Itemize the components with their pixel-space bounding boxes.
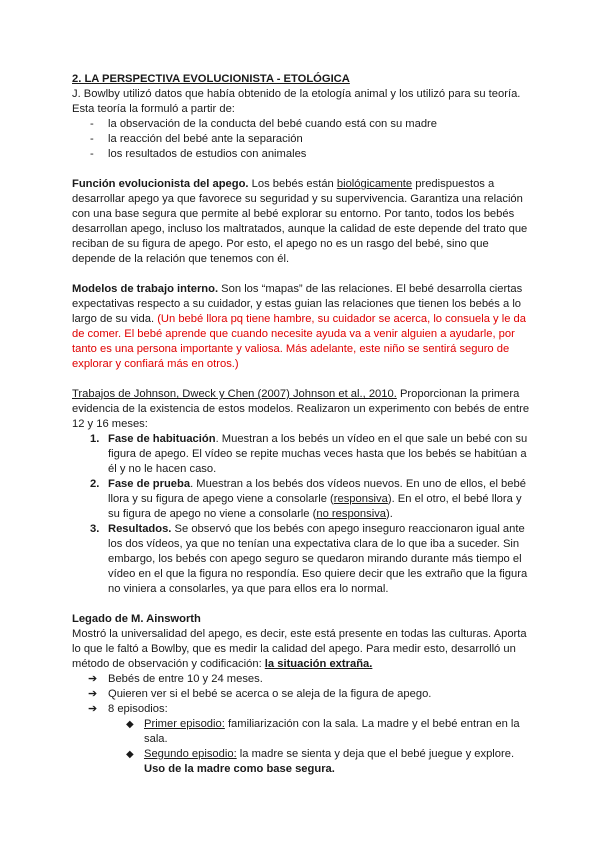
list-item: 3. Resultados. Se observó que los bebés con apego inseguro reaccionaron igual ante los dos vídeos, ya que no tenían una expectativa clara de lo que iba a suceder. Sin embargo, los bebés con apego seguro se quedaron mirando durante más tiempo el vídeo en el que la figura no respondía. Eso quiere decir que les extraño que la figura no viniera a consolarles, ya que para ellos era lo normal. [90, 523, 528, 595]
episodes-list [72, 717, 530, 777]
modelos-paragraph: Modelos de trabajo interno. Son los “mapas” de las relaciones. El bebé desarrolla ciertas expectativas respecto a su cuidador, y estas guian las relaciones que tienen los bebés a lo largo de su vida. (Un bebé llora pq tiene hambre, su cuidador se acerca, lo consuela y le da de comer. El bebé aprende que cuando necesite ayuda va a venir alguien a ayudarle, por tanto es una persona importante y valiosa. Más adelante, este niño se sentirá seguro de explorar y confiará más en otros.) [72, 283, 526, 370]
list-item: 2. Fase de prueba. Muestran a los bebés dos vídeos nuevos. En uno de ellos, el bebé llora y su figura de apego viene a consolarle (responsiva). En el otro, el bebé llora y su figura de apego no viene a consolarle (no responsiva). [90, 478, 526, 520]
diamond-icon: ◆ [126, 749, 134, 760]
legado-title: Legado de M. Ainsworth [72, 613, 201, 625]
list-item: ➔ 8 episodios: [88, 703, 168, 715]
underlined-term: biológicamente [336, 178, 413, 190]
document-page [72, 72, 530, 777]
trabajos-paragraph: Trabajos de Johnson, Dweck y Chen (2007) Johnson et al., 2010. Proporcionan la primera evidencia de la existencia de estos modelos. Realizaron un experimento con bebés de entre 12 y 16 meses: [72, 388, 530, 430]
section-heading: 2. LA PERSPECTIVA EVOLUCIONISTA - ETOLÓGICA [72, 73, 350, 85]
legado-paragraph: Mostró la universalidad del apego, es decir, este está presente en todas las culturas. Aporta lo que le faltó a Bowlby, que es medir la calidad del apego. Para medir esto, desarrolló un método de observación y codificación: la situación extraña. [72, 628, 527, 670]
list-item: 1. Fase de habituación. Muestran a los bebés un vídeo en el que sale un bebé con su figura de apego. El vídeo se repite muchas veces hasta que los bebés se habitúan a él y no le hacen caso. [90, 433, 528, 475]
example-note: (Un bebé llora pq tiene hambre, su cuidador se acerca, lo consuela y le da de comer. El bebé aprende que cuando necesite ayuda va a venir alguien a ayudarle, por tanto es una persona importante y valiosa. Más adelante, este niño se sentirá seguro de explorar y confiará más en otros.) [72, 313, 526, 370]
modelos-title: Modelos de trabajo interno. [72, 283, 219, 295]
arrow-icon: ➔ [88, 688, 98, 700]
legado-list [72, 672, 530, 717]
method-name: la situación extraña. [264, 658, 373, 670]
list-item: ◆ Primer episodio: familiarización con la sala. La madre y el bebé entran en la sala. [126, 718, 520, 745]
reference: Trabajos de Johnson, Dweck y Chen (2007) Johnson et al., 2010. [72, 388, 397, 400]
intro-paragraph: J. Bowlby utilizó datos que había obtenido de la etología animal y los utilizó para su teoría. Esta teoría la formuló a partir de: [72, 88, 521, 115]
funcion-title: Función evolucionista del apego. [72, 178, 249, 190]
list-item: - la observación de la conducta del bebé cuando está con su madre [72, 117, 530, 132]
list-item: ➔ Bebés de entre 10 y 24 meses. [88, 673, 263, 685]
list-item: ◆ Segundo episodio: la madre se sienta y deja que el bebé juegue y explore. Uso de la madre como base segura. [126, 748, 515, 775]
list-item: ➔ Quieren ver si el bebé se acerca o se aleja de la figura de apego. [88, 688, 432, 700]
phases-list [72, 432, 530, 597]
diamond-icon: ◆ [126, 719, 134, 730]
funcion-paragraph: Función evolucionista del apego. Los bebés están biológicamente predispuestos a desarrollar apego ya que favorece su seguridad y su supervivencia. Garantiza una relación con una base segura que permite al bebé explorar su entorno. Por tanto, todos los bebés desarrollan apego, incluso los maltratados, aunque la calidad de este depende del trato que reciban de su figura de apego. Por esto, el apego no es un rasgo del bebé, sino que depende de la relación que tenemos con él. [72, 178, 528, 265]
arrow-icon: ➔ [88, 703, 98, 715]
arrow-icon: ➔ [88, 673, 98, 685]
list-item: - los resultados de estudios con animales [72, 147, 530, 162]
list-item: - la reacción del bebé ante la separación [72, 132, 530, 147]
sources-list [72, 117, 530, 162]
